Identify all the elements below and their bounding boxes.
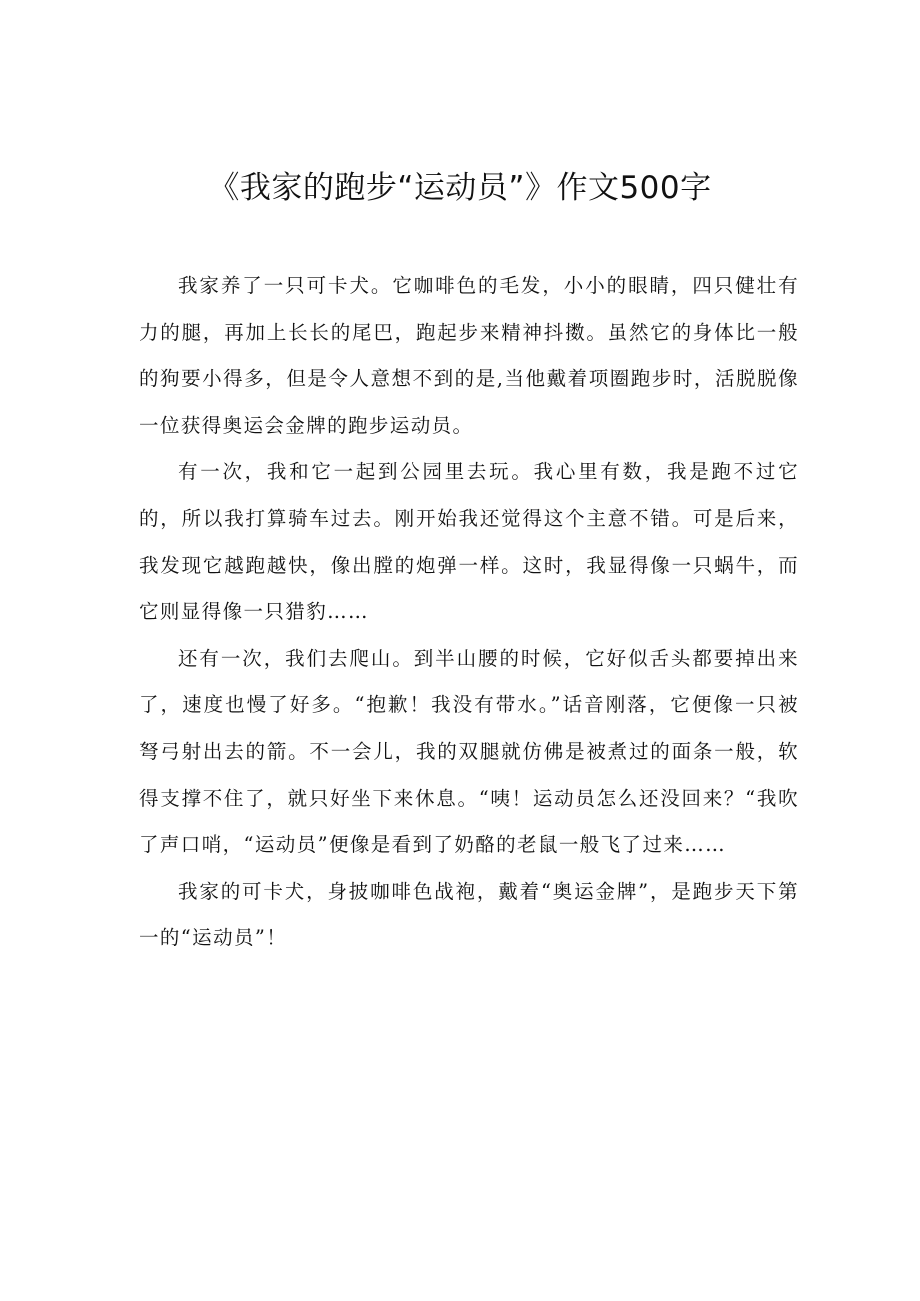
paragraph-4: 我家的可卡犬，身披咖啡色战袍，戴着“奥运金牌”，是跑步天下第一的“运动员”！ (139, 879, 799, 950)
document-title: 《我家的跑步“运动员”》作文500字 (208, 170, 712, 206)
document-body (139, 263, 799, 962)
paragraph-3: 还有一次，我们去爬山。到半山腰的时候，它好似舌头都要掉出来了，速度也慢了好多。“抱歉！我没有带水。”话音刚落，它便像一只被弩弓射出去的箭。不一会儿，我的双腿就仿佛是被煮过的面条一般，软得支撑不住了，就只好坐下来休息。“咦！运动员怎么还没回来？“我吹了声口哨，“运动员”便像是看到了奶酪的老鼠一般飞了过来…… (139, 646, 799, 857)
paragraph-1: 我家养了一只可卡犬。它咖啡色的毛发，小小的眼睛，四只健壮有力的腿，再加上长长的尾巴，跑起步来精神抖擞。虽然它的身体比一般的狗要小得多，但是令人意想不到的是,当他戴着项圈跑步时，活脱脱像一位获得奥运会金牌的跑步运动员。 (139, 274, 799, 437)
paragraph-2: 有一次，我和它一起到公园里去玩。我心里有数，我是跑不过它的，所以我打算骑车过去。刚开始我还觉得这个主意不错。可是后来，我发现它越跑越快，像出膛的炮弹一样。这时，我显得像一只蜗牛，而它则显得像一只猎豹…… (139, 460, 799, 624)
